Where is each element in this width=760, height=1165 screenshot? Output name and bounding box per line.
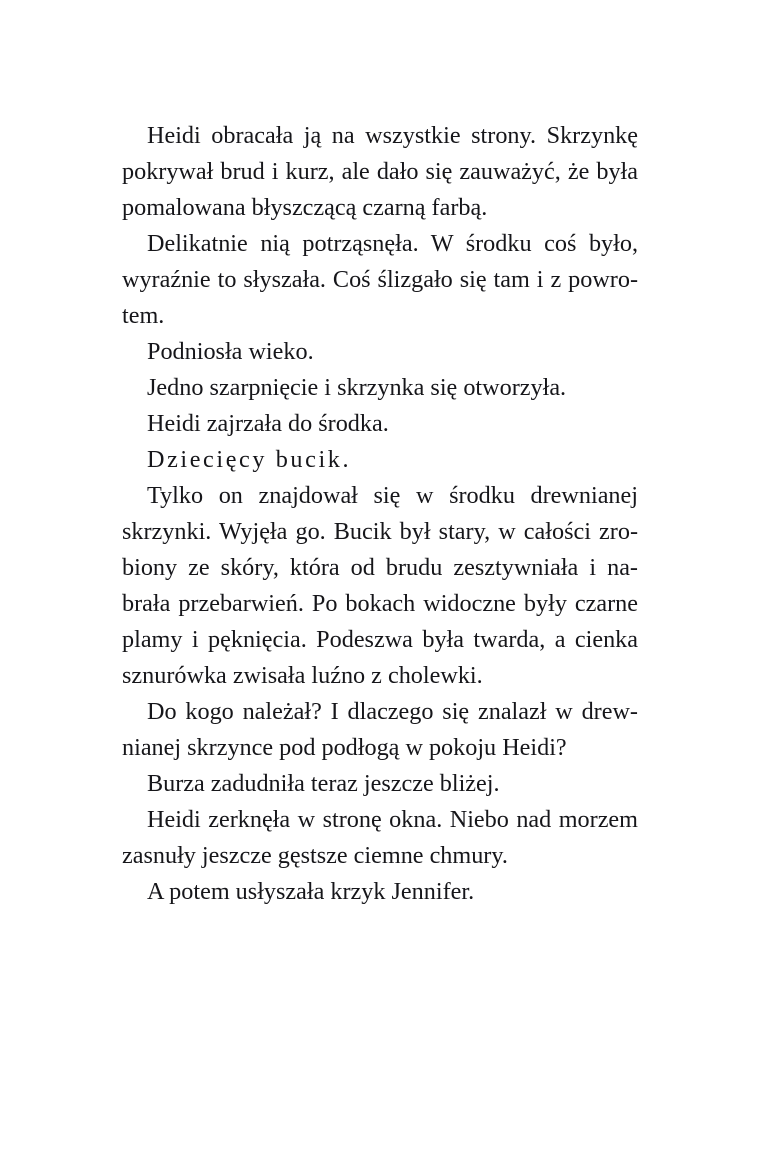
paragraph	[122, 370, 638, 406]
text-line: Jedno szarpnięcie i skrzynka się otworzyła.	[147, 374, 567, 401]
text-line: pokrywał brud i kurz, ale dało się zauważyć, że była	[122, 158, 638, 185]
text-line: nianej skrzynce pod podłogą w pokoju Heidi?	[122, 734, 567, 761]
paragraph	[122, 334, 638, 370]
paragraph	[122, 118, 638, 226]
text-line: Tylko on znajdował się w środku drewnianej	[147, 482, 638, 509]
text-line: pomalowana błyszczącą czarną farbą.	[122, 194, 488, 221]
paragraph	[122, 766, 638, 802]
text-line: Delikatnie nią potrząsnęła. W środku coś było,	[147, 230, 638, 257]
text-line: Heidi zerknęła w stronę okna. Niebo nad morzem	[147, 806, 638, 833]
text-line-letterspaced: Dziecięcy bucik.	[147, 446, 352, 473]
text-line: Do kogo należał? I dlaczego się znalazł w drew-	[147, 698, 638, 725]
text-line: Heidi zajrzała do środka.	[147, 410, 389, 437]
text-line: wyraźnie to słyszała. Coś ślizgało się tam i z powro-	[122, 266, 638, 293]
text-line: Podniosła wieko.	[147, 338, 314, 365]
paragraph	[122, 406, 638, 442]
text-line: plamy i pęknięcia. Podeszwa była twarda, a cienka	[122, 626, 638, 653]
text-line: Burza zadudniła teraz jeszcze bliżej.	[147, 770, 500, 797]
text-line: A potem usłyszała krzyk Jennifer.	[147, 878, 475, 905]
paragraph	[122, 802, 638, 874]
page-text-block	[122, 118, 638, 910]
text-line: biony ze skóry, która od brudu zesztywniała i na-	[122, 554, 638, 581]
text-line: Heidi obracała ją na wszystkie strony. Skrzynkę	[147, 122, 638, 149]
paragraph	[122, 226, 638, 334]
text-line: tem.	[122, 302, 165, 329]
paragraph	[122, 874, 638, 910]
paragraph	[122, 694, 638, 766]
text-line: brała przebarwień. Po bokach widoczne były czarne	[122, 590, 638, 617]
text-line: zasnuły jeszcze gęstsze ciemne chmury.	[122, 842, 508, 869]
text-line: sznurówka zwisała luźno z cholewki.	[122, 662, 483, 689]
paragraph	[122, 478, 638, 694]
text-line: skrzynki. Wyjęła go. Bucik był stary, w całości zro-	[122, 518, 638, 545]
paragraph-emphasized	[122, 442, 638, 478]
